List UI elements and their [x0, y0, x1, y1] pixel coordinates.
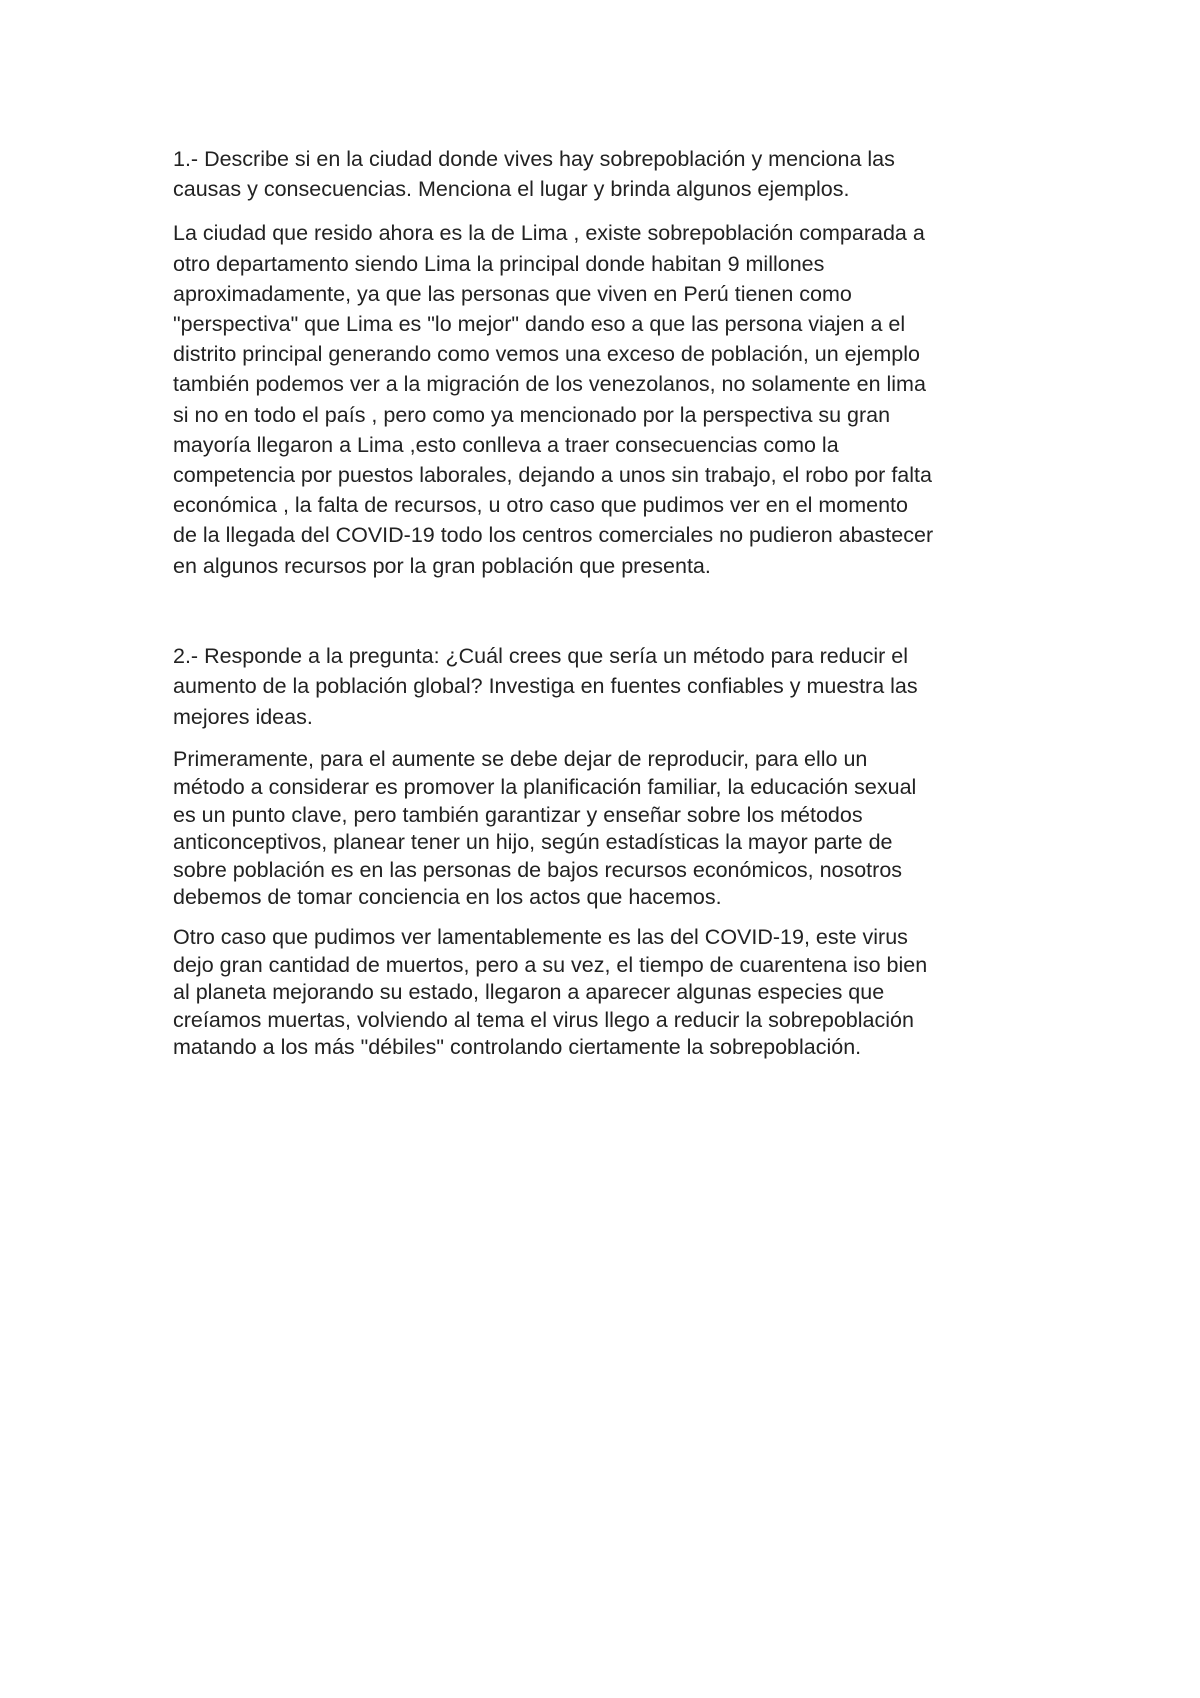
answer-2-paragraph-1: Primeramente, para el aumente se debe dejar de reproducir, para ello un método a considerar es promover la planificación familiar, la educación sexual es un punto clave, pero también garantizar y enseñar sobre los métodos anticonceptivos, planear tener un hijo, según estadísticas la mayor parte de sobre población es en las personas de bajos recursos económicos, nosotros debemos de tomar conciencia en los actos que hacemos.	[173, 747, 917, 910]
question-1: 1.- Describe si en la ciudad donde vives hay sobrepoblación y menciona las causas y consecuencias. Menciona el lugar y brinda algunos ejemplos.	[173, 147, 895, 202]
answer-2-paragraph-2: Otro caso que pudimos ver lamentablemente es las del COVID-19, este virus dejo gran cantidad de muertos, pero a su vez, el tiempo de cuarentena iso bien al planeta mejorando su estado, llegaron a aparecer algunas especies que creíamos muertas, volviendo al tema el virus llego a reducir la sobrepoblación matando a los más "débiles" controlando ciertamente la sobrepoblación.	[173, 924, 928, 1060]
document-body	[173, 144, 1053, 1062]
question-2: 2.- Responde a la pregunta: ¿Cuál crees que sería un método para reducir el aumento de la población global? Investiga en fuentes confiables y muestra las mejores ideas.	[173, 643, 918, 729]
answer-1: La ciudad que resido ahora es la de Lima , existe sobrepoblación comparada a otro departamento siendo Lima la principal donde habitan 9 millones aproximadamente, ya que las personas que viven en Perú tienen como "perspectiva" que Lima es "lo mejor" dando eso a que las persona viajen a el distrito principal generando como vemos una exceso de población, un ejemplo también podemos ver a la migración de los venezolanos, no solamente en lima si no en todo el país , pero como ya mencionado por la perspectiva su gran mayoría llegaron a Lima ,esto conlleva a traer consecuencias como la competencia por puestos laborales, dejando a unos sin trabajo, el robo por falta económica , la falta de recursos, u otro caso que pudimos ver en el momento de la llegada del COVID-19 todo los centros comerciales no pudieron abastecer en algunos recursos por la gran población que presenta.	[173, 221, 934, 578]
